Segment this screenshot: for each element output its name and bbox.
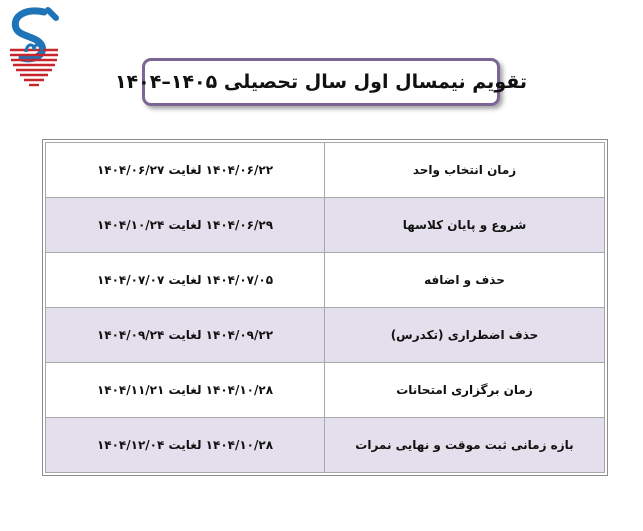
schedule-table-frame bbox=[42, 139, 608, 476]
event-cell: زمان انتخاب واحد bbox=[325, 143, 605, 198]
schedule-table-body bbox=[46, 143, 605, 473]
schedule-table bbox=[45, 142, 605, 473]
date-range-cell: ۱۴۰۴/۱۰/۲۸ لغایت ۱۴۰۴/۱۲/۰۴ bbox=[46, 418, 325, 473]
event-cell: حذف اضطراری (تکدرس) bbox=[325, 308, 605, 363]
table-row bbox=[46, 143, 605, 198]
table-row bbox=[46, 253, 605, 308]
date-range-cell: ۱۴۰۴/۰۷/۰۵ لغایت ۱۴۰۴/۰۷/۰۷ bbox=[46, 253, 325, 308]
event-cell: زمان برگزاری امتحانات bbox=[325, 363, 605, 418]
date-range-cell: ۱۴۰۴/۱۰/۲۸ لغایت ۱۴۰۴/۱۱/۲۱ bbox=[46, 363, 325, 418]
table-row bbox=[46, 363, 605, 418]
title-frame bbox=[114, 58, 528, 106]
event-cell: بازه زمانی ثبت موقت و نهایی نمرات bbox=[325, 418, 605, 473]
event-cell: شروع و پایان کلاسها bbox=[325, 198, 605, 253]
table-row bbox=[46, 418, 605, 473]
table-row bbox=[46, 198, 605, 253]
date-range-cell: ۱۴۰۴/۰۹/۲۲ لغایت ۱۴۰۴/۰۹/۲۴ bbox=[46, 308, 325, 363]
university-logo-icon bbox=[4, 6, 64, 92]
page-title: تقویم نیمسال اول سال تحصیلی ۱۴۰۵–۱۴۰۴ bbox=[114, 71, 528, 93]
date-range-cell: ۱۴۰۴/۰۶/۲۹ لغایت ۱۴۰۴/۱۰/۲۴ bbox=[46, 198, 325, 253]
table-row bbox=[46, 308, 605, 363]
date-range-cell: ۱۴۰۴/۰۶/۲۲ لغایت ۱۴۰۴/۰۶/۲۷ bbox=[46, 143, 325, 198]
event-cell: حذف و اضافه bbox=[325, 253, 605, 308]
